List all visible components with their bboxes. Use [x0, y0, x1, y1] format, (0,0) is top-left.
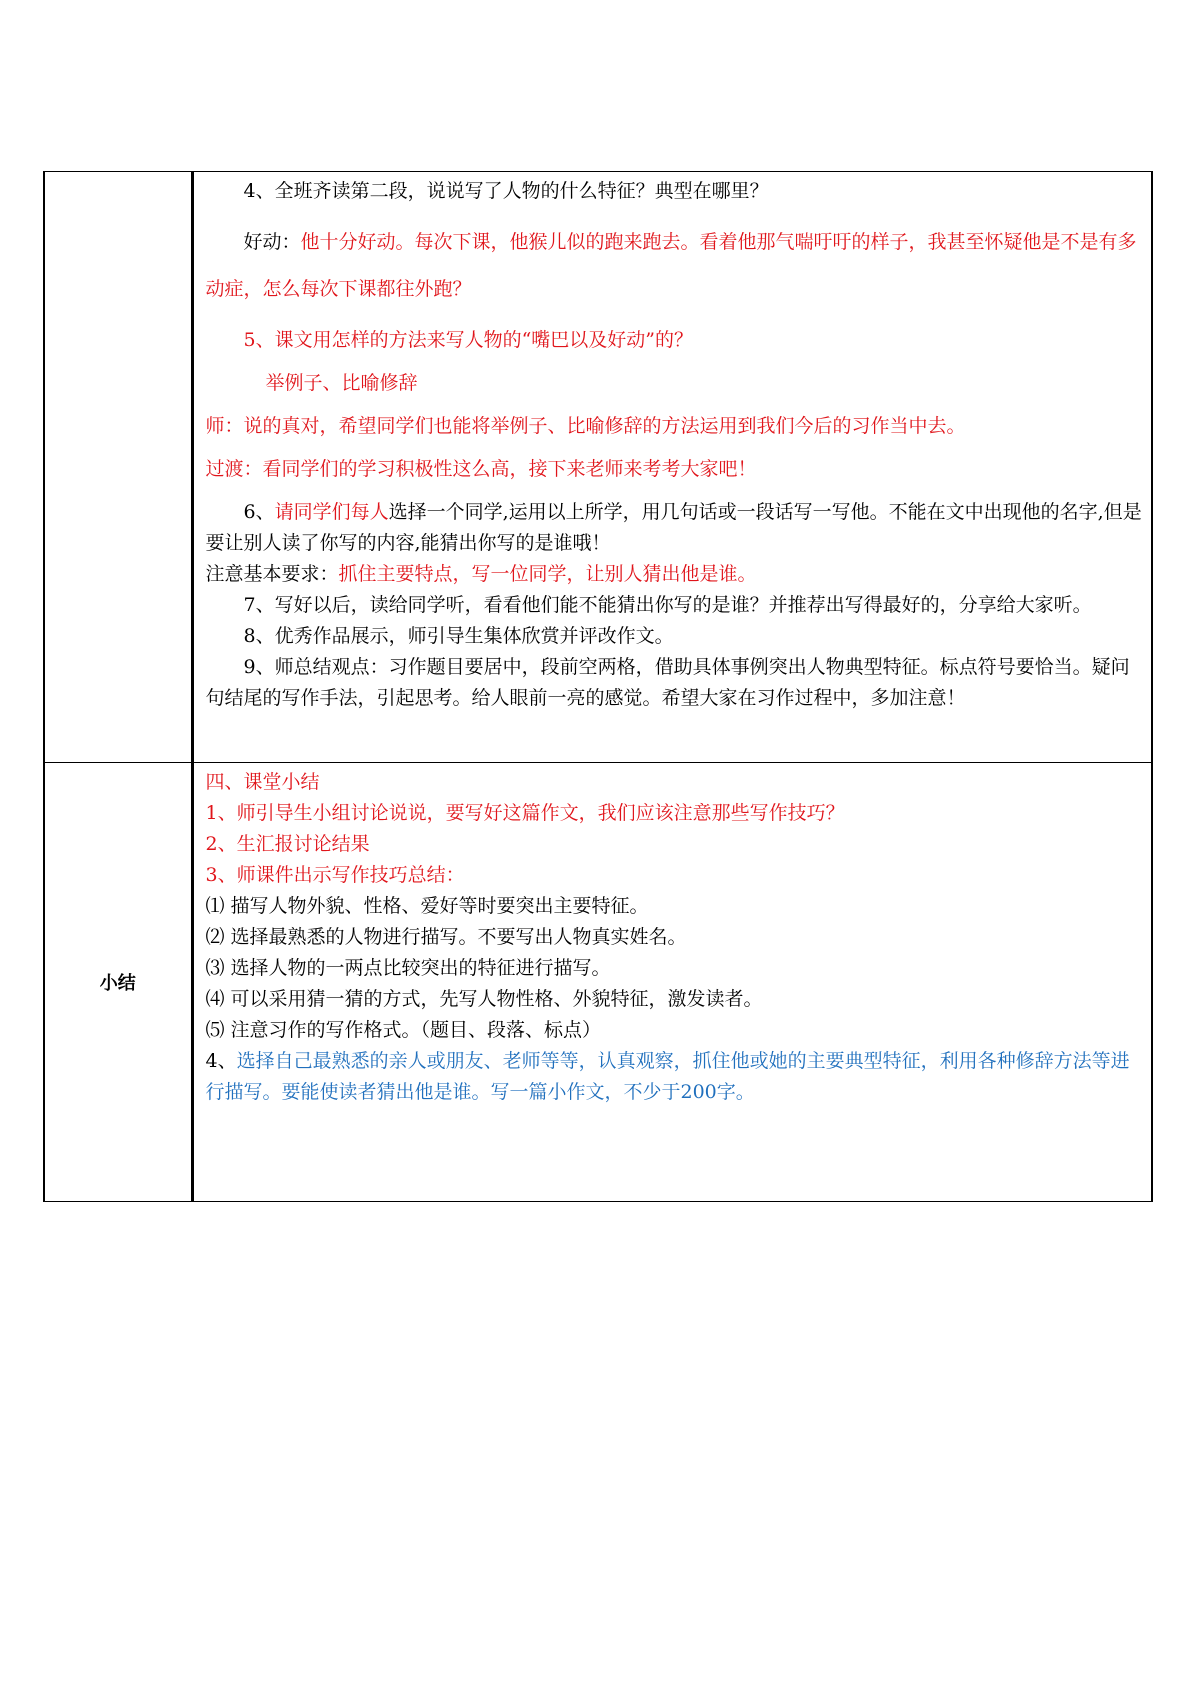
- requirement-red: 抓住主要特点，写一位同学，让别人猜出他是谁。: [338, 563, 757, 585]
- summary-item-1: 1、师引导生小组讨论说说，要写好这篇作文，我们应该注意那些写作技巧？: [205, 802, 845, 824]
- question-6-prefix: 6、: [243, 501, 275, 523]
- question-6-rest: 选择一个同学,运用以上所学，用几句话或一段话写一写他。不能在文中出现他的名字,但是要让别人读了你写的内容,能猜出你写的是谁哦！: [205, 501, 1142, 554]
- activity-content: [192, 172, 1152, 763]
- hao-dong-answer: 他十分好动。每次下课，他猴儿似的跑来跑去。看着他那气喘吁吁的样子，我甚至怀疑他是不是有多动症，怎么每次下课都往外跑？: [205, 231, 1137, 300]
- row-label-empty: [44, 172, 192, 763]
- question-6: [206, 497, 1144, 559]
- hao-dong-prefix: 好动：: [243, 231, 301, 253]
- requirement-prefix: 注意基本要求：: [205, 563, 339, 585]
- tip-item: ⑷ 可以采用猜一猜的方式，先写人物性格、外貌特征，激发读者。: [205, 988, 763, 1010]
- summary-item-4-blue: 选择自己最熟悉的亲人或朋友、老师等等，认真观察，抓住他或她的主要典型特征，利用各种修辞方法等进行描写。要能使读者猜出他是谁。写一篇小作文，不少于200字。: [205, 1050, 1130, 1103]
- basic-requirement: [206, 559, 1144, 590]
- summary-item-4-prefix: 4、: [205, 1050, 237, 1072]
- question-6-red: 请同学们每人: [274, 501, 389, 523]
- teacher-comment: 师：说的真对，希望同学们也能将举例子、比喻修辞的方法运用到我们今后的习作当中去。: [205, 415, 966, 437]
- question-7: 7、写好以后，读给同学听，看看他们能不能猜出你写的是谁？并推荐出写得最好的，分享给大家听。: [243, 594, 1092, 616]
- summary-heading: 四、课堂小结: [205, 771, 320, 793]
- lesson-plan-table: [43, 171, 1153, 1202]
- activity-row: [44, 172, 1152, 763]
- transition-text: 过渡：看同学们的学习积极性这么高，接下来老师来考考大家吧！: [205, 458, 757, 480]
- question-9: 9、师总结观点：习作题目要居中，段前空两格，借助具体事例突出人物典型特征。标点符号要恰当。疑问句结尾的写作手法，引起思考。给人眼前一亮的感觉。希望大家在习作过程中，多加注意！: [205, 656, 1130, 709]
- summary-item-4: [206, 1046, 1144, 1108]
- tip-item: ⑸ 注意习作的写作格式。（题目、段落、标点）: [205, 1019, 602, 1041]
- tip-item: ⑵ 选择最熟悉的人物进行描写。不要写出人物真实姓名。: [205, 926, 687, 948]
- summary-item-2: 2、生汇报讨论结果: [205, 833, 370, 855]
- hao-dong-paragraph: [206, 219, 1144, 313]
- question-5: 5、课文用怎样的方法来写人物的“嘴巴以及好动”的？: [243, 329, 694, 351]
- question-8: 8、优秀作品展示，师引导生集体欣赏并评改作文。: [243, 625, 674, 647]
- summary-item-3: 3、师课件出示写作技巧总结：: [205, 864, 465, 886]
- summary-label: 小结: [44, 763, 192, 1202]
- tip-item: ⑴ 描写人物外貌、性格、爱好等时要突出主要特征。: [205, 895, 649, 917]
- summary-content: [192, 763, 1152, 1202]
- question-4: 4、全班齐读第二段，说说写了人物的什么特征？典型在哪里？: [243, 180, 769, 202]
- tip-item: ⑶ 选择人物的一两点比较突出的特征进行描写。: [205, 957, 611, 979]
- question-5-answer: 举例子、比喻修辞: [265, 372, 418, 394]
- summary-row: [44, 763, 1152, 1202]
